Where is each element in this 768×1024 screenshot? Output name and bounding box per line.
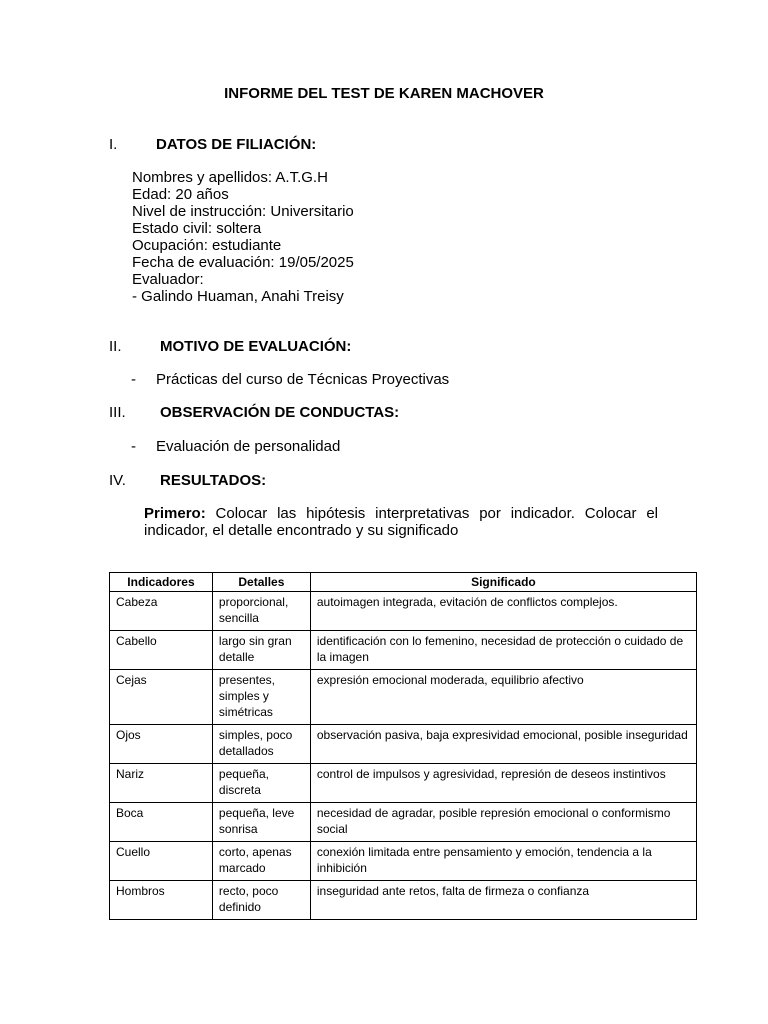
cell-detalle: proporcional, sencilla <box>212 592 310 631</box>
filiacion-line: Edad: 20 años <box>132 186 229 203</box>
cell-indicador: Ojos <box>110 725 213 764</box>
filiacion-line: Fecha de evaluación: 19/05/2025 <box>132 254 354 271</box>
table-row <box>110 725 697 764</box>
section-number: IV. <box>109 472 126 489</box>
header-detalles: Detalles <box>212 573 310 592</box>
motivo-item <box>131 371 449 388</box>
instructions-lead: Primero: <box>144 505 206 522</box>
table-row <box>110 670 697 725</box>
filiacion-line: Estado civil: soltera <box>132 220 262 237</box>
cell-significado: inseguridad ante retos, falta de firmeza o confianza <box>310 881 696 920</box>
section-label: RESULTADOS: <box>160 472 267 489</box>
results-table <box>109 572 697 920</box>
cell-indicador: Cuello <box>110 842 213 881</box>
bullet-dash: - <box>131 371 136 388</box>
cell-indicador: Nariz <box>110 764 213 803</box>
filiacion-data <box>132 169 354 305</box>
header-significado: Significado <box>310 573 696 592</box>
filiacion-line: Nombres y apellidos: A.T.G.H <box>132 169 328 186</box>
cell-detalle: presentes, simples y simétricas <box>212 670 310 725</box>
table-row <box>110 881 697 920</box>
report-title: INFORME DEL TEST DE KAREN MACHOVER <box>224 85 544 102</box>
cell-indicador: Cabeza <box>110 592 213 631</box>
cell-significado: expresión emocional moderada, equilibrio afectivo <box>310 670 696 725</box>
section-label: OBSERVACIÓN DE CONDUCTAS: <box>160 404 400 421</box>
table-header-row <box>110 573 697 592</box>
resultados-instructions <box>144 505 658 539</box>
cell-significado: observación pasiva, baja expresividad emocional, posible inseguridad <box>310 725 696 764</box>
cell-significado: necesidad de agradar, posible represión emocional o conformismo social <box>310 803 696 842</box>
filiacion-line: - Galindo Huaman, Anahi Treisy <box>132 288 344 305</box>
section-number: I. <box>109 136 118 153</box>
table-row <box>110 764 697 803</box>
observacion-text: Evaluación de personalidad <box>156 438 341 455</box>
cell-detalle: recto, poco definido <box>212 881 310 920</box>
cell-significado: autoimagen integrada, evitación de conflictos complejos. <box>310 592 696 631</box>
cell-detalle: simples, poco detallados <box>212 725 310 764</box>
cell-significado: identificación con lo femenino, necesidad de protección o cuidado de la imagen <box>310 631 696 670</box>
cell-significado: control de impulsos y agresividad, represión de deseos instintivos <box>310 764 696 803</box>
section-label: MOTIVO DE EVALUACIÓN: <box>160 338 352 355</box>
header-indicadores: Indicadores <box>110 573 213 592</box>
motivo-text: Prácticas del curso de Técnicas Proyectivas <box>156 371 450 388</box>
cell-detalle: corto, apenas marcado <box>212 842 310 881</box>
table-row <box>110 631 697 670</box>
cell-detalle: largo sin gran detalle <box>212 631 310 670</box>
cell-indicador: Boca <box>110 803 213 842</box>
section-number: II. <box>109 338 122 355</box>
cell-detalle: pequeña, leve sonrisa <box>212 803 310 842</box>
section-label: DATOS DE FILIACIÓN: <box>156 136 317 153</box>
bullet-dash: - <box>131 438 136 455</box>
instructions-text: Colocar las hipótesis interpretativas por indicador. Colocar el indicador, el detalle encontrado y su significado <box>144 505 658 539</box>
cell-indicador: Hombros <box>110 881 213 920</box>
filiacion-line: Evaluador: <box>132 271 204 288</box>
table-row <box>110 842 697 881</box>
observacion-item <box>131 438 340 455</box>
section-number: III. <box>109 404 126 421</box>
filiacion-line: Nivel de instrucción: Universitario <box>132 203 354 220</box>
table-row <box>110 803 697 842</box>
cell-indicador: Cabello <box>110 631 213 670</box>
cell-significado: conexión limitada entre pensamiento y emoción, tendencia a la inhibición <box>310 842 696 881</box>
cell-indicador: Cejas <box>110 670 213 725</box>
filiacion-line: Ocupación: estudiante <box>132 237 282 254</box>
cell-detalle: pequeña, discreta <box>212 764 310 803</box>
table-row <box>110 592 697 631</box>
